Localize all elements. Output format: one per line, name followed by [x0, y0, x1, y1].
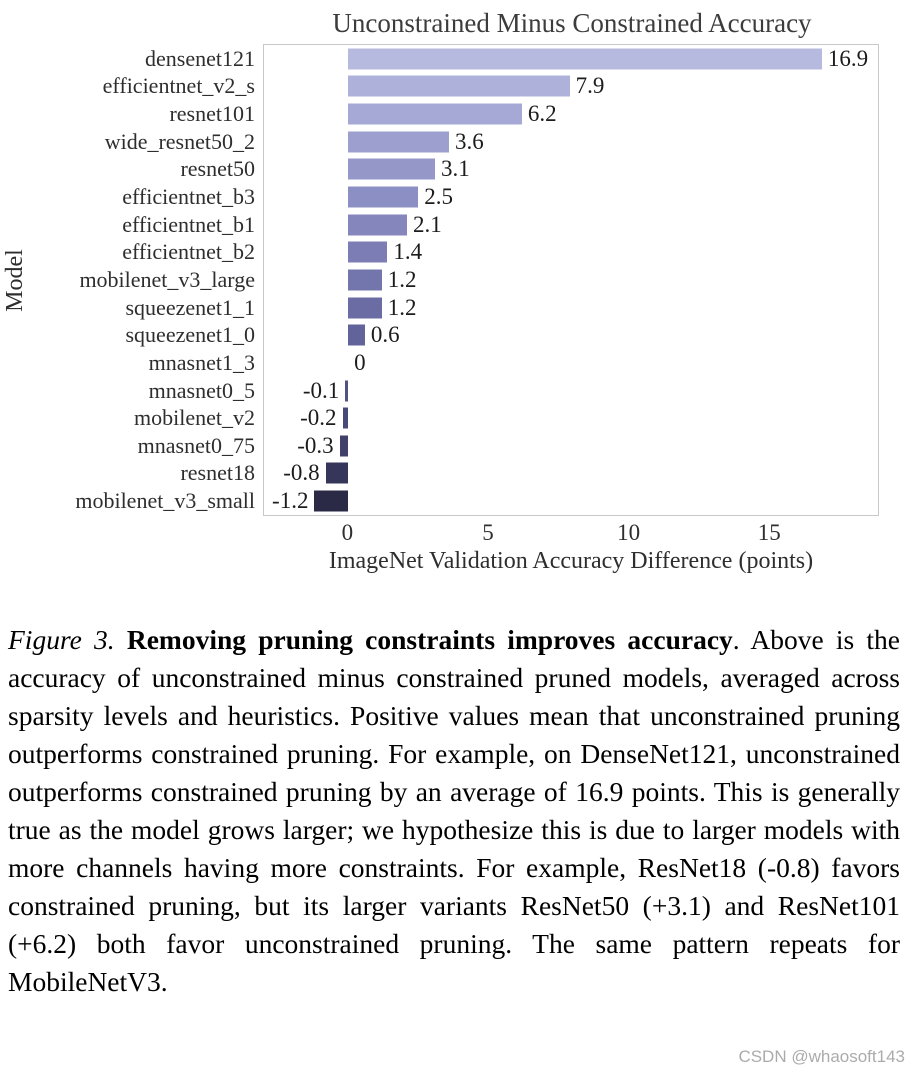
bar: [348, 325, 365, 346]
bar-value-label: -0.8: [283, 460, 320, 486]
bar-value-label: 3.1: [441, 156, 470, 182]
figure-number-label: Figure 3.: [8, 624, 115, 655]
bar-row: [264, 45, 878, 73]
bar-value-label: 0.6: [370, 322, 400, 348]
y-tick-label: wide_resnet50_2: [104, 128, 255, 154]
bar: [326, 463, 348, 484]
figure-caption: [8, 621, 900, 1001]
bar: [348, 76, 569, 97]
bar-row: [264, 377, 878, 405]
bar-value-label: 3.6: [455, 128, 484, 154]
x-tick-labels: [263, 516, 879, 548]
bar-row: [264, 294, 878, 322]
x-tick-label: 15: [757, 520, 781, 545]
bar-row: [264, 238, 878, 266]
y-tick-label: efficientnet_b2: [122, 239, 255, 265]
y-tick-labels: [30, 44, 263, 516]
bar-row: [264, 404, 878, 432]
bar: [348, 242, 387, 263]
y-tick-label: mobilenet_v3_small: [75, 488, 255, 514]
bar: [340, 435, 348, 456]
bar: [348, 187, 418, 208]
bar-value-label: 16.9: [827, 45, 869, 71]
bar: [348, 104, 522, 125]
bar-row: [264, 266, 878, 294]
bar-value-label: 2.1: [412, 211, 442, 237]
bar: [314, 491, 348, 512]
bar: [348, 214, 407, 235]
chart-title: Unconstrained Minus Constrained Accuracy: [332, 8, 812, 38]
bar: [343, 408, 349, 429]
bar-row: [264, 211, 878, 239]
bar-value-label: 7.9: [575, 73, 605, 99]
y-tick-label: mnasnet0_5: [148, 377, 255, 403]
bar-row: [264, 432, 878, 460]
bar-value-label: -0.2: [300, 405, 337, 431]
bar-row: [264, 73, 878, 101]
x-tick-label: 0: [341, 520, 354, 545]
bar: [348, 269, 382, 290]
y-tick-label: mobilenet_v2: [134, 405, 255, 431]
y-axis-label-text: Model: [1, 248, 28, 312]
bar-value-label: 2.5: [424, 184, 453, 210]
bar-row: [264, 487, 878, 515]
bar-value-label: 0: [354, 349, 366, 375]
bar-row: [264, 100, 878, 128]
bar-value-label: 6.2: [527, 101, 557, 127]
bar-row: [264, 156, 878, 184]
watermark: CSDN @whaosoft143: [738, 1047, 905, 1066]
y-tick-label: squeezenet1_0: [125, 322, 255, 348]
bar: [345, 380, 348, 401]
x-tick-label: 10: [617, 520, 641, 545]
bar-value-label: 1.4: [393, 239, 423, 265]
y-axis-label: [0, 44, 30, 516]
bar-value-label: -0.3: [297, 432, 334, 458]
bar-value-label: 1.2: [387, 266, 417, 292]
y-tick-label: efficientnet_b1: [122, 211, 255, 237]
chart-body: [0, 44, 909, 516]
bar-value-label: -1.2: [272, 488, 309, 514]
y-tick-label: mobilenet_v3_large: [79, 266, 255, 292]
y-tick-label: efficientnet_v2_s: [102, 73, 255, 99]
bar-row: [264, 460, 878, 488]
y-tick-label: resnet18: [180, 460, 255, 486]
plot-area: [263, 44, 879, 516]
y-tick-label: mnasnet1_3: [148, 349, 255, 375]
x-axis-label: ImageNet Validation Accuracy Difference (points): [328, 548, 814, 574]
bar-value-label: -0.1: [302, 377, 340, 403]
x-tick-label: 5: [482, 520, 494, 545]
bar: [348, 131, 449, 152]
y-tick-label: squeezenet1_1: [125, 294, 255, 320]
bar: [348, 297, 382, 318]
bar-row: [264, 349, 878, 377]
caption-bold-text: Removing pruning constraints improves accuracy: [114, 624, 733, 655]
bar-row: [264, 321, 878, 349]
bar: [348, 159, 435, 180]
y-tick-label: resnet50: [180, 156, 255, 182]
bar-value-label: 1.2: [387, 294, 417, 320]
y-tick-label: efficientnet_b3: [122, 184, 255, 210]
y-tick-label: mnasnet0_75: [137, 432, 255, 458]
plot-rows: [264, 45, 878, 515]
bar: [348, 48, 822, 69]
bar-row: [264, 183, 878, 211]
bar-row: [264, 128, 878, 156]
y-tick-label: resnet101: [169, 101, 255, 127]
y-tick-label: densenet121: [145, 45, 255, 71]
caption-body-text: . Above is the accuracy of unconstrained minus constrained pruned models, averaged across sparsity levels and heuristics. Positive values mean that unconstrained pruning outperforms constrained pruning. For example, on DenseNet121, unconstrained outperforms constrained pruning by an average of 16.9 points. This is generally true as the model grows larger; we hypothesize this is due to larger models with more channels having more constraints. For example, ResNet18 (-0.8) favors constrained pruning, but its larger variants ResNet50 (+3.1) and ResNet101 (+6.2) both favor unconstrained pruning. The same pattern repeats for MobileNetV3.: [8, 624, 900, 997]
